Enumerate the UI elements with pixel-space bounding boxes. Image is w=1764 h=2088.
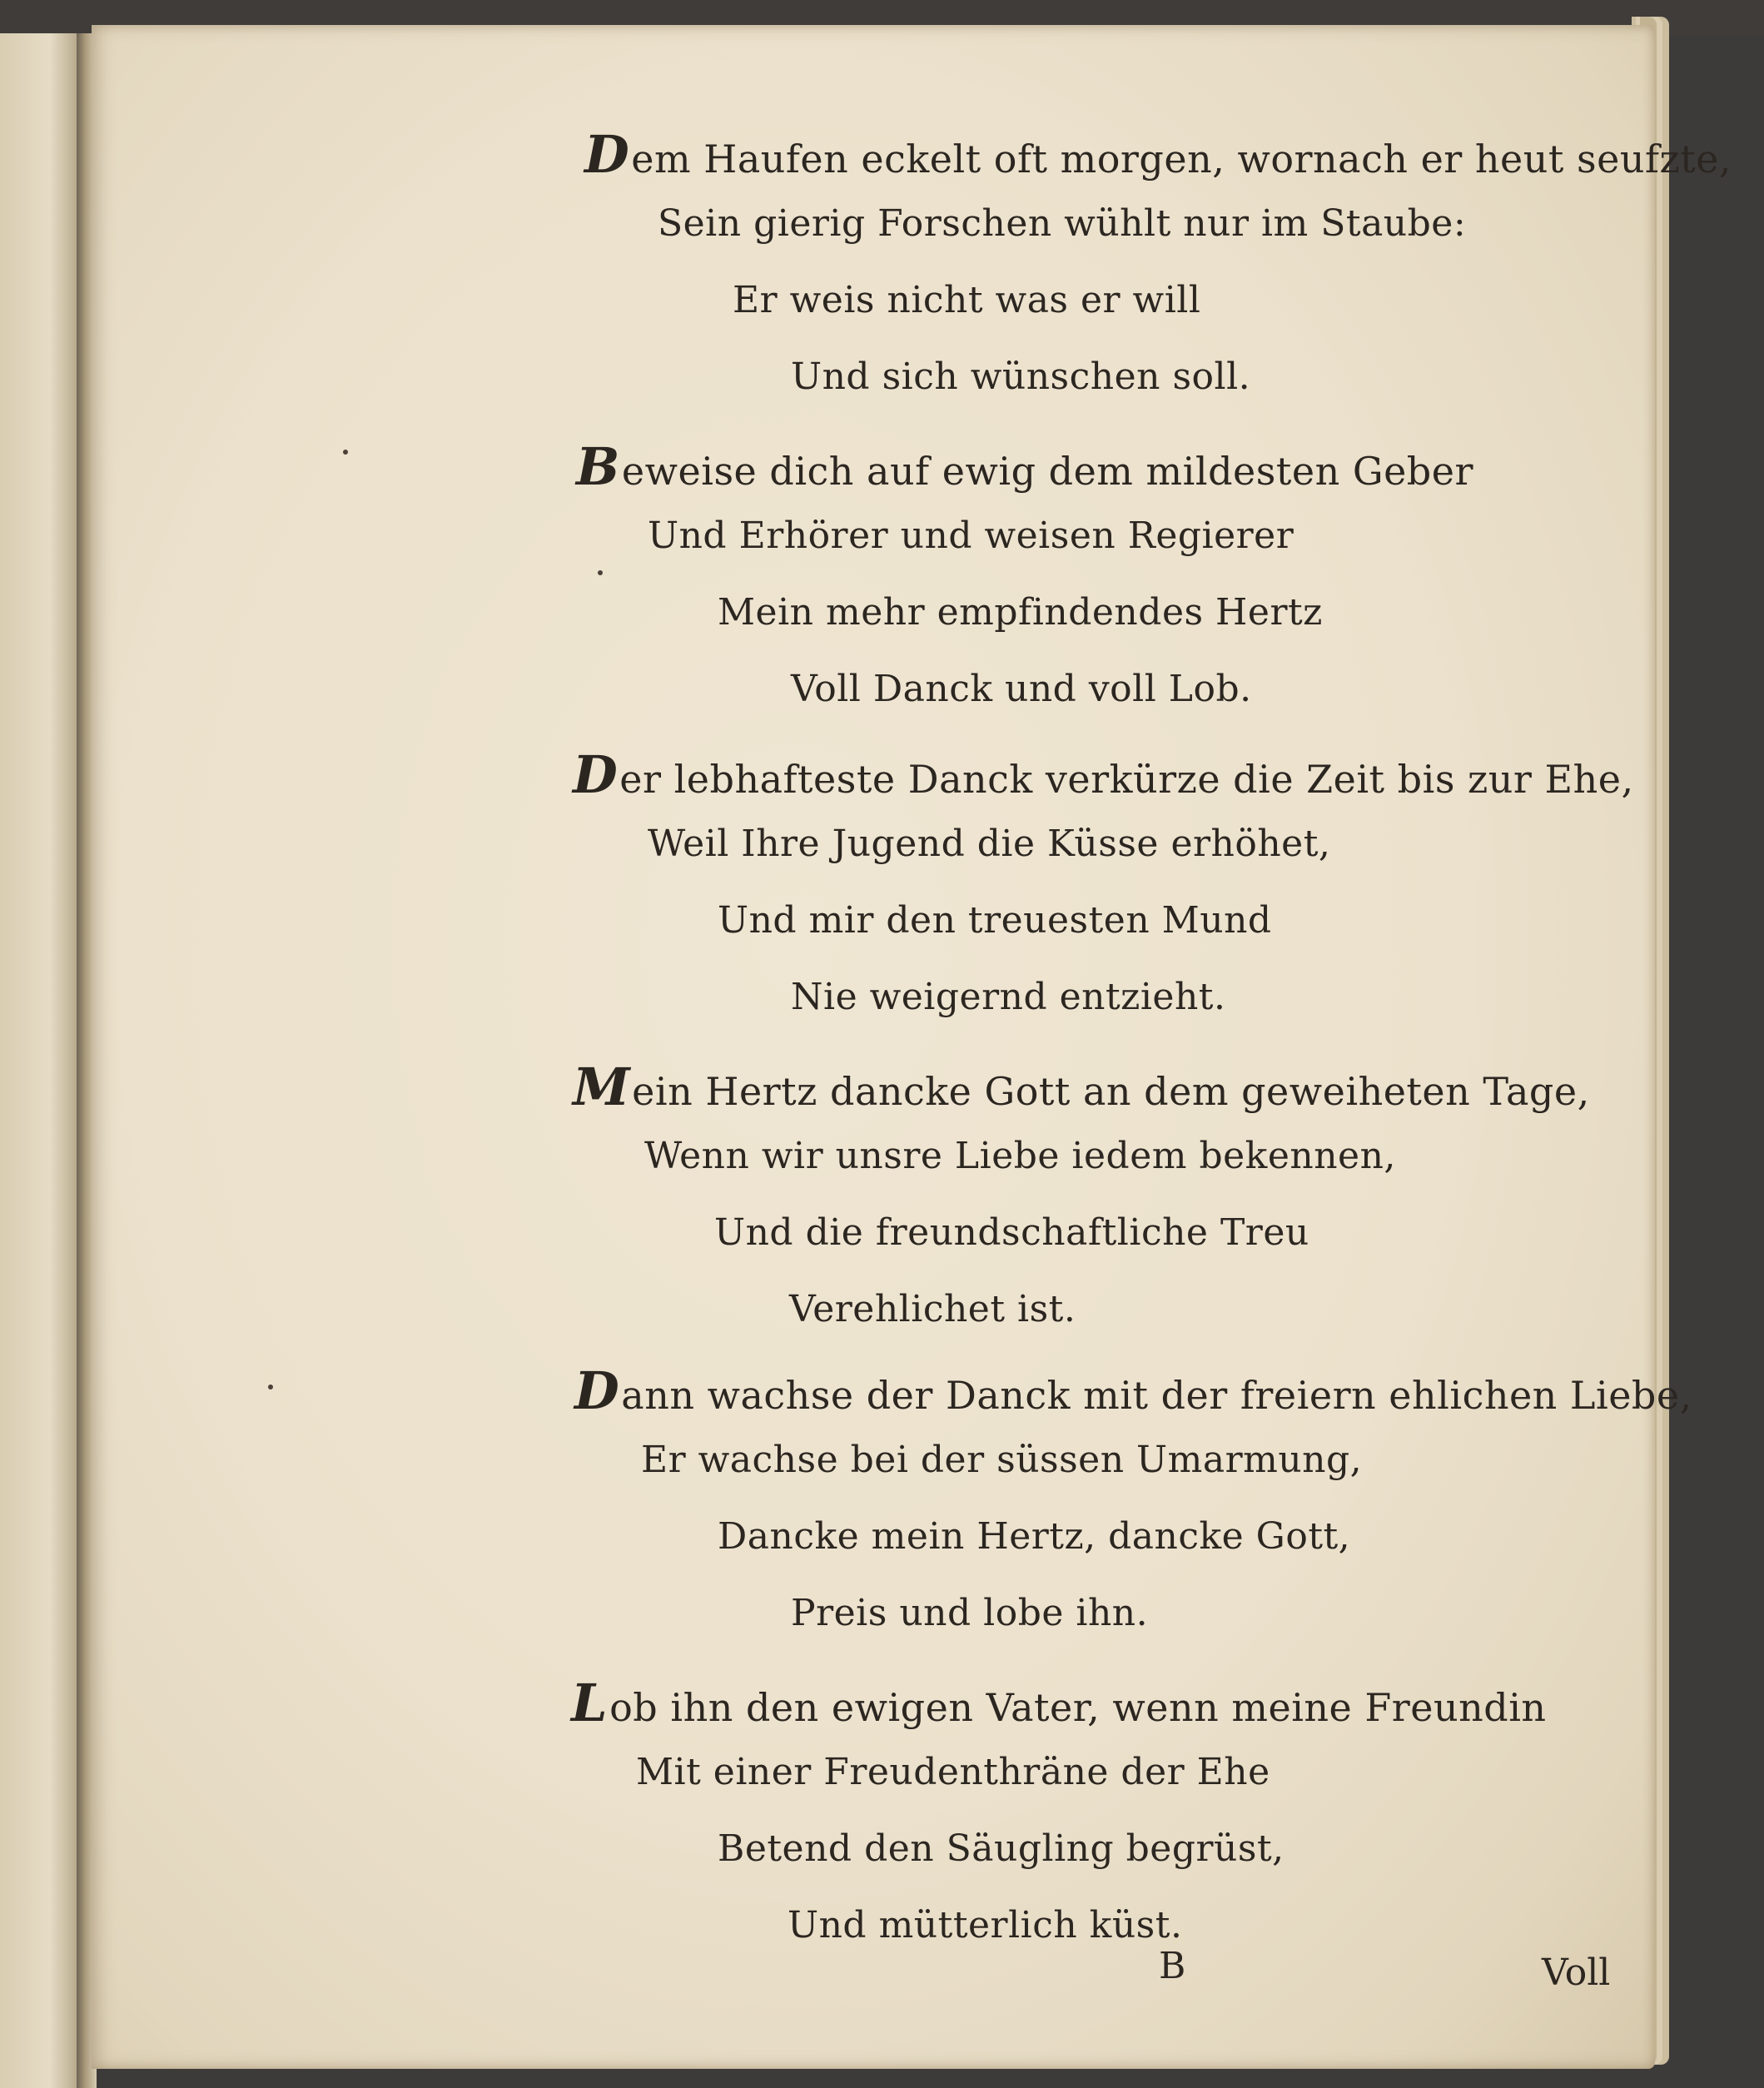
poem-line: Er weis nicht was er will	[733, 279, 1201, 321]
poem-line: Und die freundschaftliche Treu	[714, 1211, 1309, 1254]
poem-line: Betend den Säugling begrüst,	[718, 1827, 1284, 1870]
line-text: ann wachse der Danck mit der freiern ehlichen Liebe,	[621, 1373, 1692, 1418]
stanza-first-line	[574, 1360, 1692, 1421]
poem-line: Und sich wünschen soll.	[791, 355, 1251, 398]
book-page	[92, 25, 1732, 2069]
line-text: em Haufen eckelt oft morgen, wornach er heut seufzte,	[631, 137, 1732, 181]
signature-mark: B	[1159, 1945, 1186, 1987]
poem-line: Und mir den treuesten Mund	[718, 899, 1272, 942]
poem-line: Sein gierig Forschen wühlt nur im Staube:	[658, 202, 1467, 245]
poem-line: Und mütterlich küst.	[788, 1904, 1183, 1946]
poem-line: Nie weigernd entzieht.	[791, 976, 1226, 1018]
line-text: eweise dich auf ewig dem mildesten Geber	[621, 449, 1473, 494]
line-text: er lebhafteste Danck verkürze die Zeit bis zur Ehe,	[619, 757, 1634, 802]
poem-line: Wenn wir unsre Liebe iedem bekennen,	[644, 1135, 1396, 1177]
facing-page-edge	[0, 33, 83, 2088]
margin-dot	[268, 1385, 273, 1390]
line-text: ob ihn den ewigen Vater, wenn meine Freundin	[609, 1685, 1547, 1730]
stanza-first-line	[573, 744, 1634, 805]
poem-line: Mit einer Freudenthräne der Ehe	[636, 1751, 1270, 1793]
initial-letter: D	[574, 1360, 620, 1421]
poem-line: Und Erhörer und weisen Regierer	[648, 515, 1294, 557]
stanza-first-line	[573, 1056, 1590, 1117]
margin-dot	[343, 450, 348, 455]
initial-letter: D	[584, 124, 630, 185]
poem-line: Verehlichet ist.	[789, 1288, 1076, 1330]
stanza-first-line	[584, 124, 1732, 185]
poem-line: Er wachse bei der süssen Umarmung,	[641, 1439, 1363, 1481]
initial-letter: M	[573, 1056, 631, 1117]
poem-line: Voll Danck und voll Lob.	[791, 668, 1252, 710]
catchword: Voll	[1542, 1951, 1611, 1994]
poem-line: Dancke mein Hertz, dancke Gott,	[718, 1515, 1351, 1558]
initial-letter: B	[576, 436, 620, 497]
initial-letter: D	[573, 744, 619, 805]
poem-line: Mein mehr empfindendes Hertz	[718, 591, 1323, 634]
stanza-first-line	[576, 436, 1473, 497]
initial-letter: L	[571, 1673, 609, 1733]
margin-dot	[598, 570, 603, 575]
poem-line: Weil Ihre Jugend die Küsse erhöhet,	[648, 823, 1331, 865]
poem-line: Preis und lobe ihn.	[791, 1592, 1149, 1634]
line-text: ein Hertz dancke Gott an dem geweiheten Tage,	[632, 1069, 1590, 1114]
stanza-first-line	[571, 1673, 1547, 1733]
